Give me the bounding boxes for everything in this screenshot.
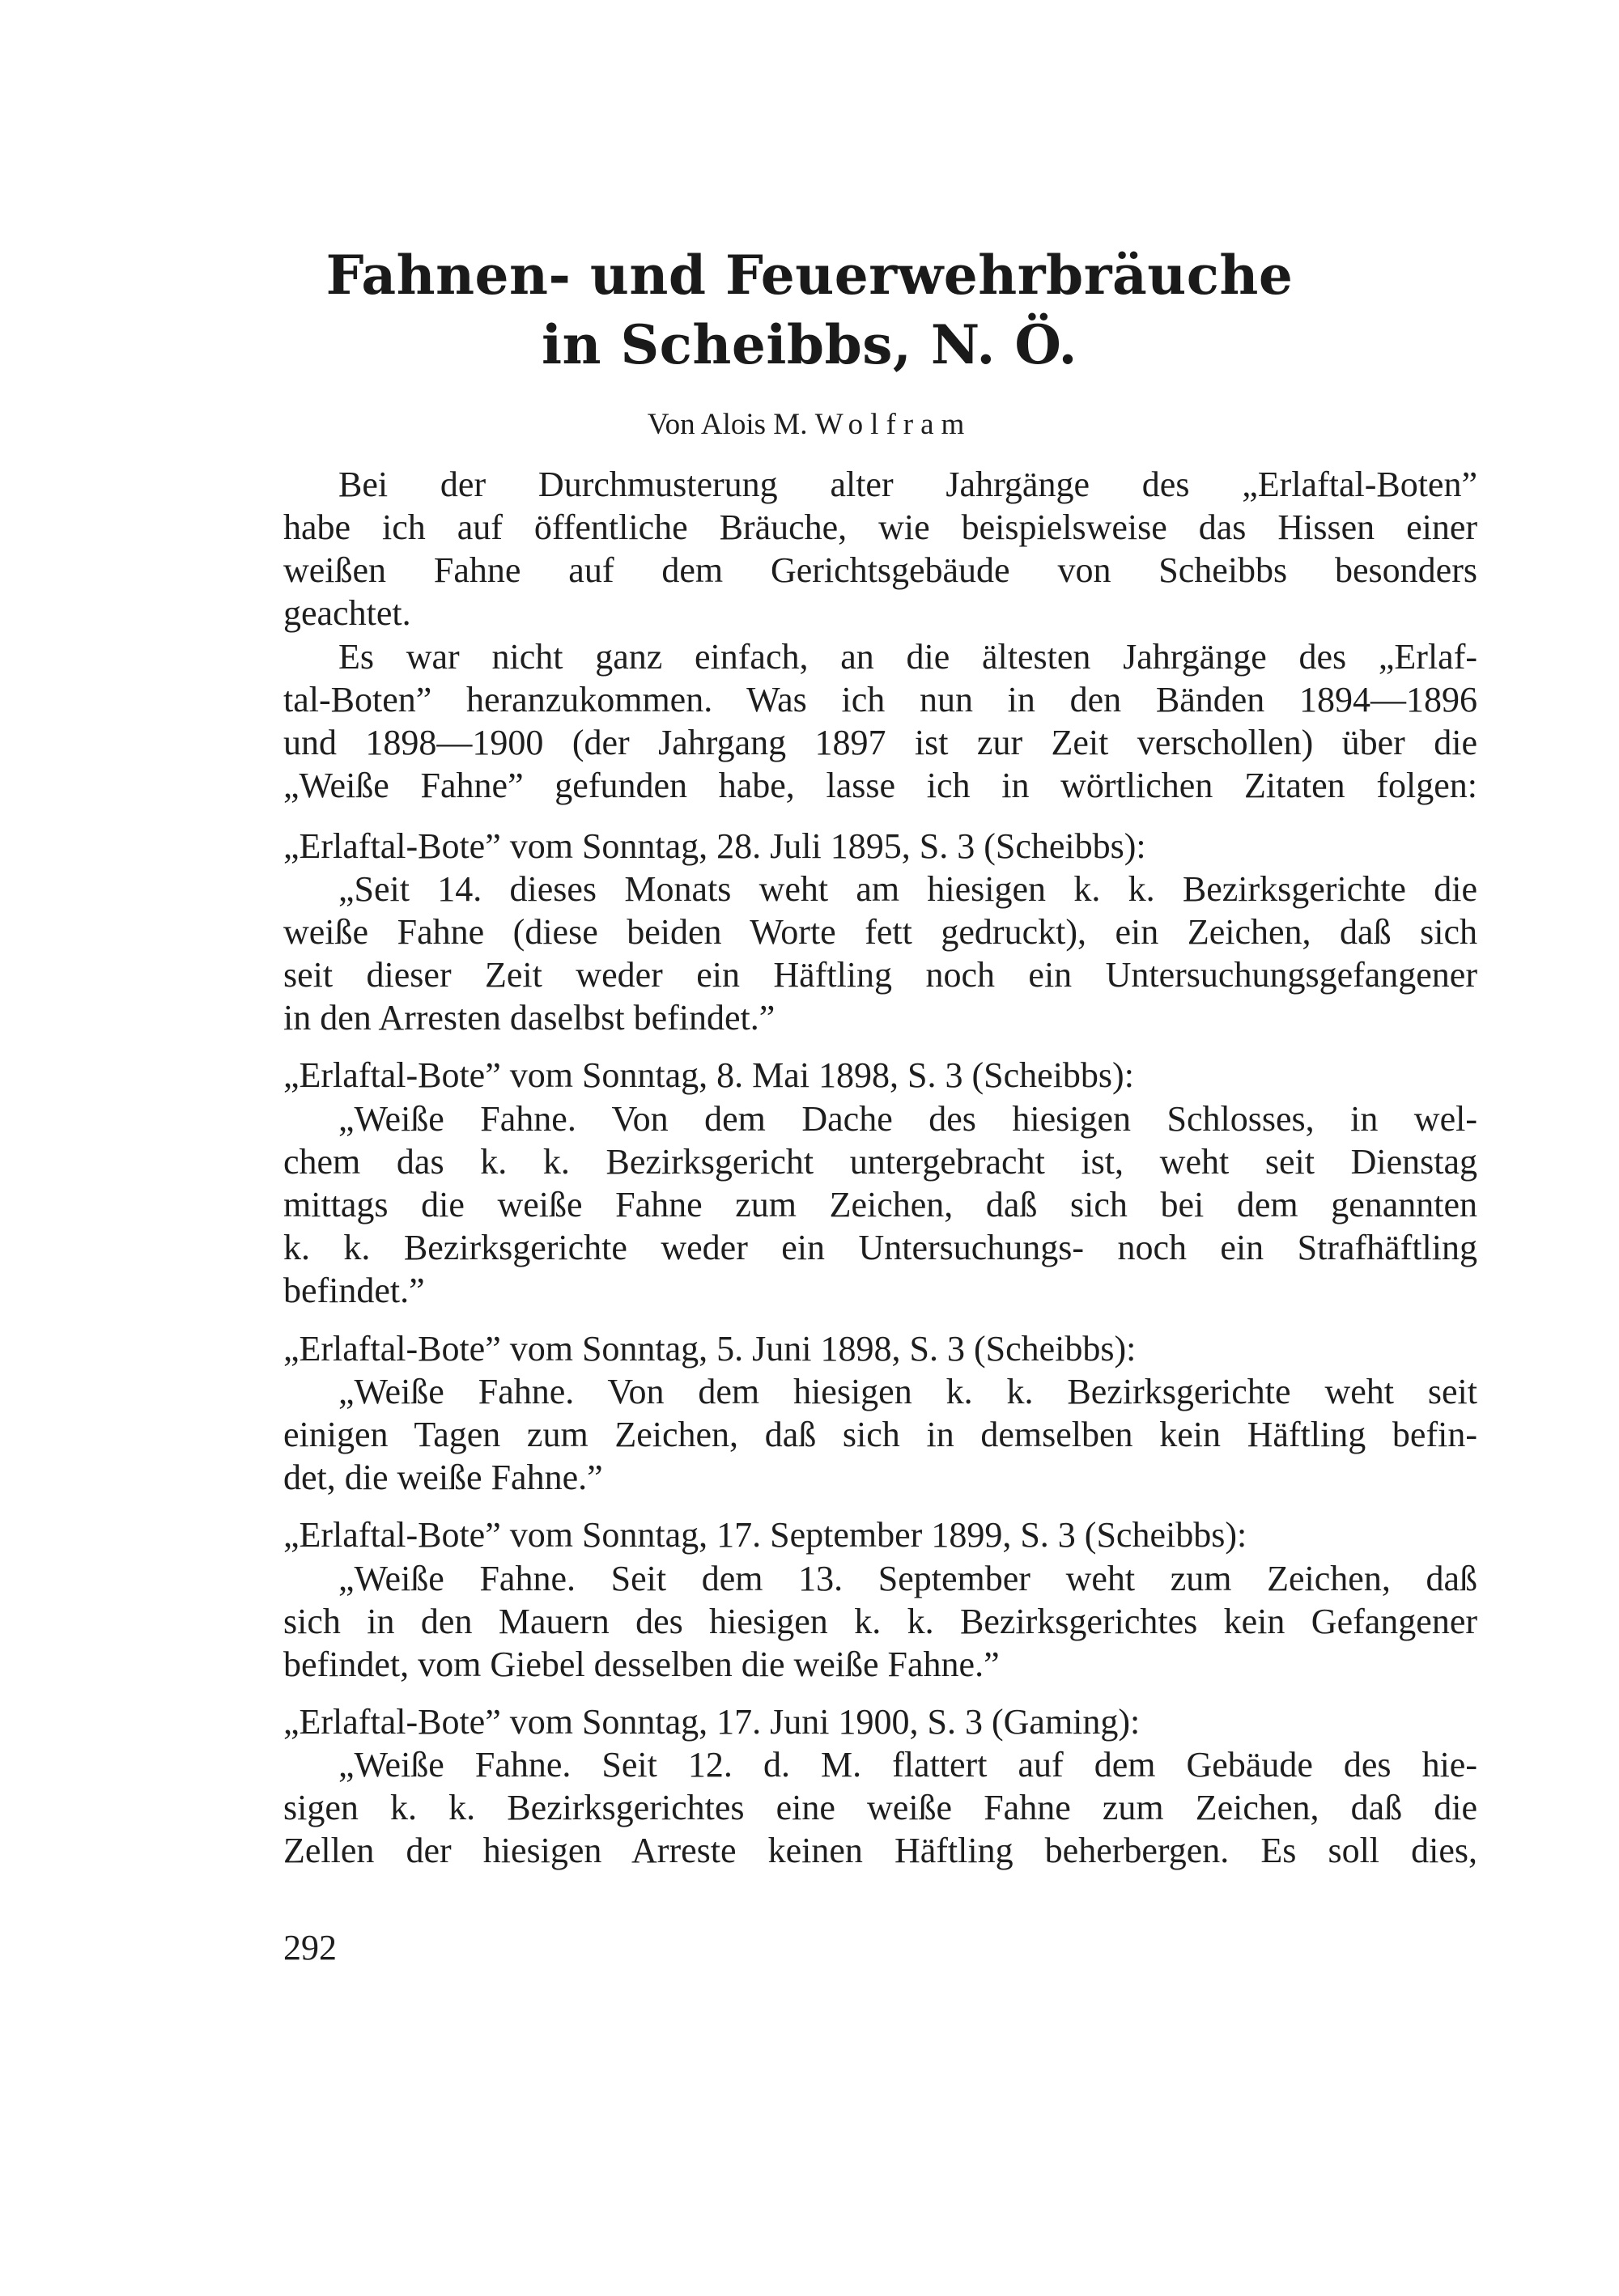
text-line: sigen k. k. Bezirksgerichtes eine weiße Fahne zum Zeichen, daß die (283, 1788, 1477, 1827)
quote-2 (283, 1097, 1477, 1312)
text-line: „Weiße Fahne. Von dem hiesigen k. k. Bezirksgerichte weht seit (338, 1372, 1477, 1411)
citation-line: „Erlaftal-Bote” vom Sonntag, 8. Mai 1898, S. 3 (Scheibbs): (283, 1055, 1134, 1095)
author-byline (486, 410, 1133, 439)
byline-prefix: Von Alois M. (647, 408, 808, 441)
text-line: „Weiße Fahne” gefunden habe, lasse ich in wörtlichen Zitaten folgen: (283, 766, 1477, 805)
text-line: „Weiße Fahne. Seit dem 13. September weht zum Zeichen, daß (338, 1559, 1477, 1598)
quote-4 (283, 1557, 1477, 1686)
citation-3 (283, 1327, 1477, 1370)
text-line: sich in den Mauern des hiesigen k. k. Bezirksgerichtes kein Gefangener (283, 1602, 1477, 1641)
text-line: „Seit 14. dieses Monats weht am hiesigen k. k. Bezirksgerichte die (338, 869, 1477, 909)
page-number: 292 (283, 1928, 337, 1967)
text-line: „Weiße Fahne. Seit 12. d. M. flattert auf dem Gebäude des hie- (338, 1745, 1477, 1785)
article-title-line-2: in Scheibbs, N. Ö. (541, 313, 1077, 376)
text-line: Zellen der hiesigen Arreste keinen Häftling beherbergen. Es soll dies, (283, 1831, 1477, 1870)
text-line: in den Arresten daselbst befindet.” (283, 998, 776, 1038)
citation-4 (283, 1513, 1477, 1556)
text-line: befindet, vom Giebel desselben die weiße Fahne.” (283, 1645, 1000, 1684)
quote-3 (283, 1370, 1477, 1499)
quote-1 (283, 868, 1477, 1039)
citation-1 (283, 825, 1477, 868)
citation-line: „Erlaftal-Bote” vom Sonntag, 17. Juni 1900, S. 3 (Gaming): (283, 1702, 1141, 1742)
citation-line: „Erlaftal-Bote” vom Sonntag, 17. September 1899, S. 3 (Scheibbs): (283, 1515, 1247, 1555)
text-line: befindet.” (283, 1271, 425, 1310)
text-line: det, die weiße Fahne.” (283, 1458, 603, 1497)
text-line: Es war nicht ganz einfach, an die ältesten Jahrgänge des „Erlaf- (338, 637, 1477, 677)
paragraph-intro (283, 463, 1477, 634)
text-line: seit dieser Zeit weder ein Häftling noch ein Untersuchungsgefangener (283, 955, 1477, 995)
paragraph-search (283, 635, 1477, 807)
text-line: k. k. Bezirksgerichte weder ein Untersuchungs- noch ein Strafhäftling (283, 1228, 1477, 1267)
quote-5 (283, 1743, 1477, 1872)
text-line: weißen Fahne auf dem Gerichtsgebäude von Scheibbs besonders (283, 550, 1477, 590)
citation-5 (283, 1700, 1477, 1743)
article-title-line-1: Fahnen- und Feuerwehrbräuche (325, 244, 1294, 307)
author-surname: Wolfram (814, 408, 972, 441)
text-line: weiße Fahne (diese beiden Worte fett gedruckt), ein Zeichen, daß sich (283, 912, 1477, 952)
citation-line: „Erlaftal-Bote” vom Sonntag, 5. Juni 1898, S. 3 (Scheibbs): (283, 1329, 1137, 1369)
text-line: einigen Tagen zum Zeichen, daß sich in demselben kein Häftling befin- (283, 1415, 1477, 1454)
text-line: „Weiße Fahne. Von dem Dache des hiesigen Schlosses, in wel- (338, 1099, 1477, 1139)
text-line: und 1898—1900 (der Jahrgang 1897 ist zur Zeit verschollen) über die (283, 723, 1477, 762)
citation-2 (283, 1054, 1477, 1097)
text-line: habe ich auf öffentliche Bräuche, wie beispielsweise das Hissen einer (283, 507, 1477, 547)
text-line: chem das k. k. Bezirksgericht untergebracht ist, weht seit Dienstag (283, 1142, 1477, 1182)
text-line: Bei der Durchmusterung alter Jahrgänge des „Erlaftal-Boten” (338, 465, 1477, 504)
citation-line: „Erlaftal-Bote” vom Sonntag, 28. Juli 1895, S. 3 (Scheibbs): (283, 826, 1146, 866)
text-line: tal-Boten” heranzukommen. Was ich nun in den Bänden 1894—1896 (283, 680, 1477, 719)
text-line: geachtet. (283, 593, 411, 633)
text-line: mittags die weiße Fahne zum Zeichen, daß sich bei dem genannten (283, 1185, 1477, 1224)
